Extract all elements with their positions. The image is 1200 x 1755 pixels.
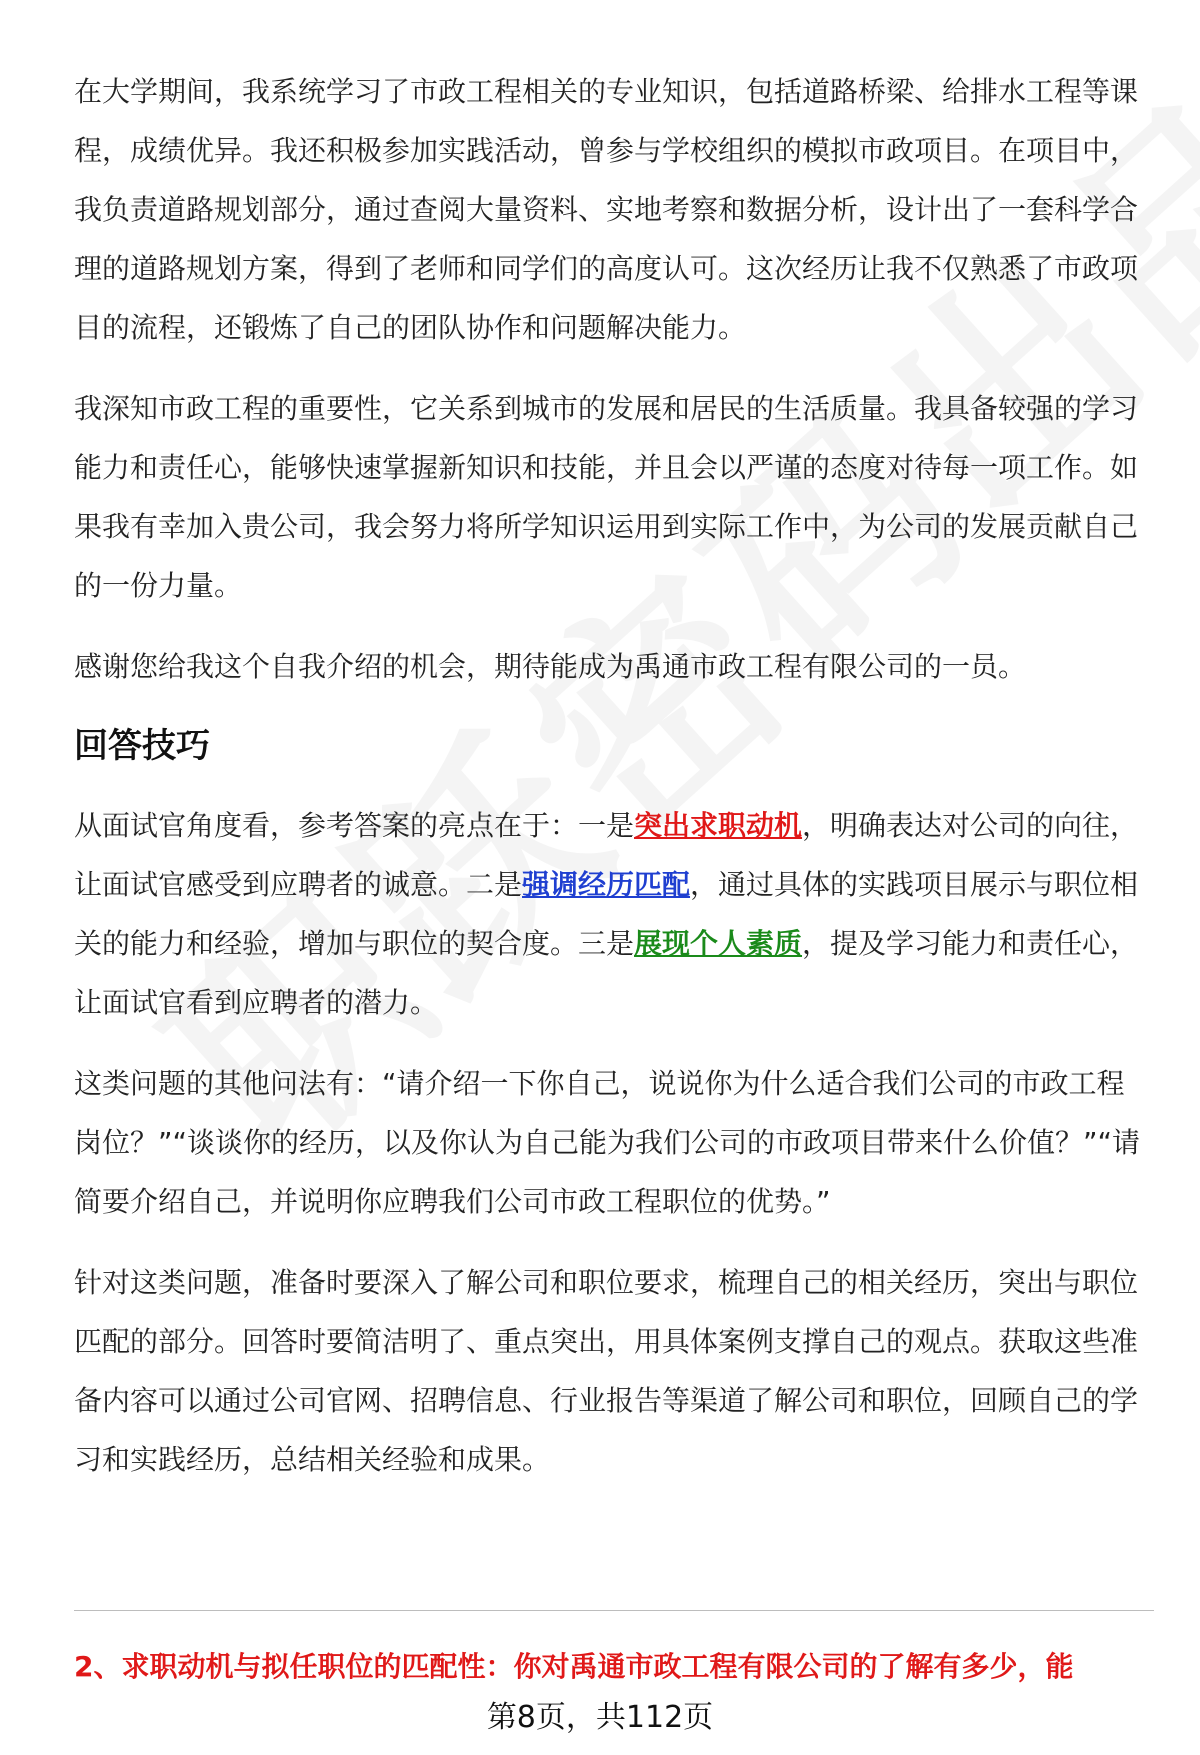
paragraph-thanks: 感谢您给我这个自我介绍的机会，期待能成为禹通市政工程有限公司的一员。 — [74, 650, 1027, 683]
paragraph-motivation: 我深知市政工程的重要性，它关系到城市的发展和居民的生活质量。我具备较强的学习能力和责任心，能够快速掌握新知识和技能，并且会以严谨的态度对待每一项工作。如果我有幸加入贵公司，我会努力将所学知识运用到实际工作中，为公司的发展贡献自己的一份力量。 — [74, 392, 1139, 602]
paragraph-experience: 在大学期间，我系统学习了市政工程相关的专业知识，包括道路桥梁、给排水工程等课程，成绩优异。我还积极参加实践活动，曾参与学校组织的模拟市政项目。在项目中，我负责道路规划部分，通过查阅大量资料、实地考察和数据分析，设计出了一套科学合理的道路规划方案，得到了老师和同学们的高度认可。这次经历让我不仅熟悉了市政项目的流程，还锻炼了自己的团队协作和问题解决能力。 — [74, 75, 1139, 344]
highlight-motivation: 突出求职动机 — [634, 809, 803, 842]
section-divider — [74, 1610, 1154, 1611]
highlight-experience-match: 强调经历匹配 — [522, 868, 691, 901]
tips-text-2: ，明确表达对公司的向往，让面试官感受到应聘者的诚意。二是 — [74, 809, 1139, 901]
highlight-personal-quality: 展现个人素质 — [634, 927, 803, 960]
tips-text-3: ，通过具体的实践项目展示与职位相关的能力和经验，增加与职位的契合度。三是 — [74, 868, 1139, 960]
paragraph-alt-questions: 这类问题的其他问法有：“请介绍一下你自己，说说你为什么适合我们公司的市政工程岗位？”“谈谈你的经历，以及你认为自己能为我们公司的市政项目带来什么价值？”“请简要介绍自己，并说明你应聘我们公司市政工程职位的优势。” — [74, 1067, 1141, 1218]
tips-text-1: 从面试官角度看，参考答案的亮点在于：一是 — [74, 809, 635, 842]
page-footer: 第8页，共112页 — [486, 1700, 714, 1735]
tips-text-4: ，提及学习能力和责任心，让面试官看到应聘者的潜力。 — [74, 927, 1139, 1019]
next-question-heading: 2、求职动机与拟任职位的匹配性：你对禹通市政工程有限公司的了解有多少，能 — [74, 1650, 1074, 1683]
document-body — [74, 62, 1144, 1489]
paragraph-preparation: 针对这类问题，准备时要深入了解公司和职位要求，梳理自己的相关经历，突出与职位匹配的部分。回答时要简洁明了、重点突出，用具体案例支撑自己的观点。获取这些准备内容可以通过公司官网、招聘信息、行业报告等渠道了解公司和职位，回顾自己的学习和实践经历，总结相关经验和成果。 — [74, 1266, 1139, 1476]
section-title: 回答技巧 — [74, 726, 210, 766]
paragraph-tips — [74, 796, 1144, 1032]
